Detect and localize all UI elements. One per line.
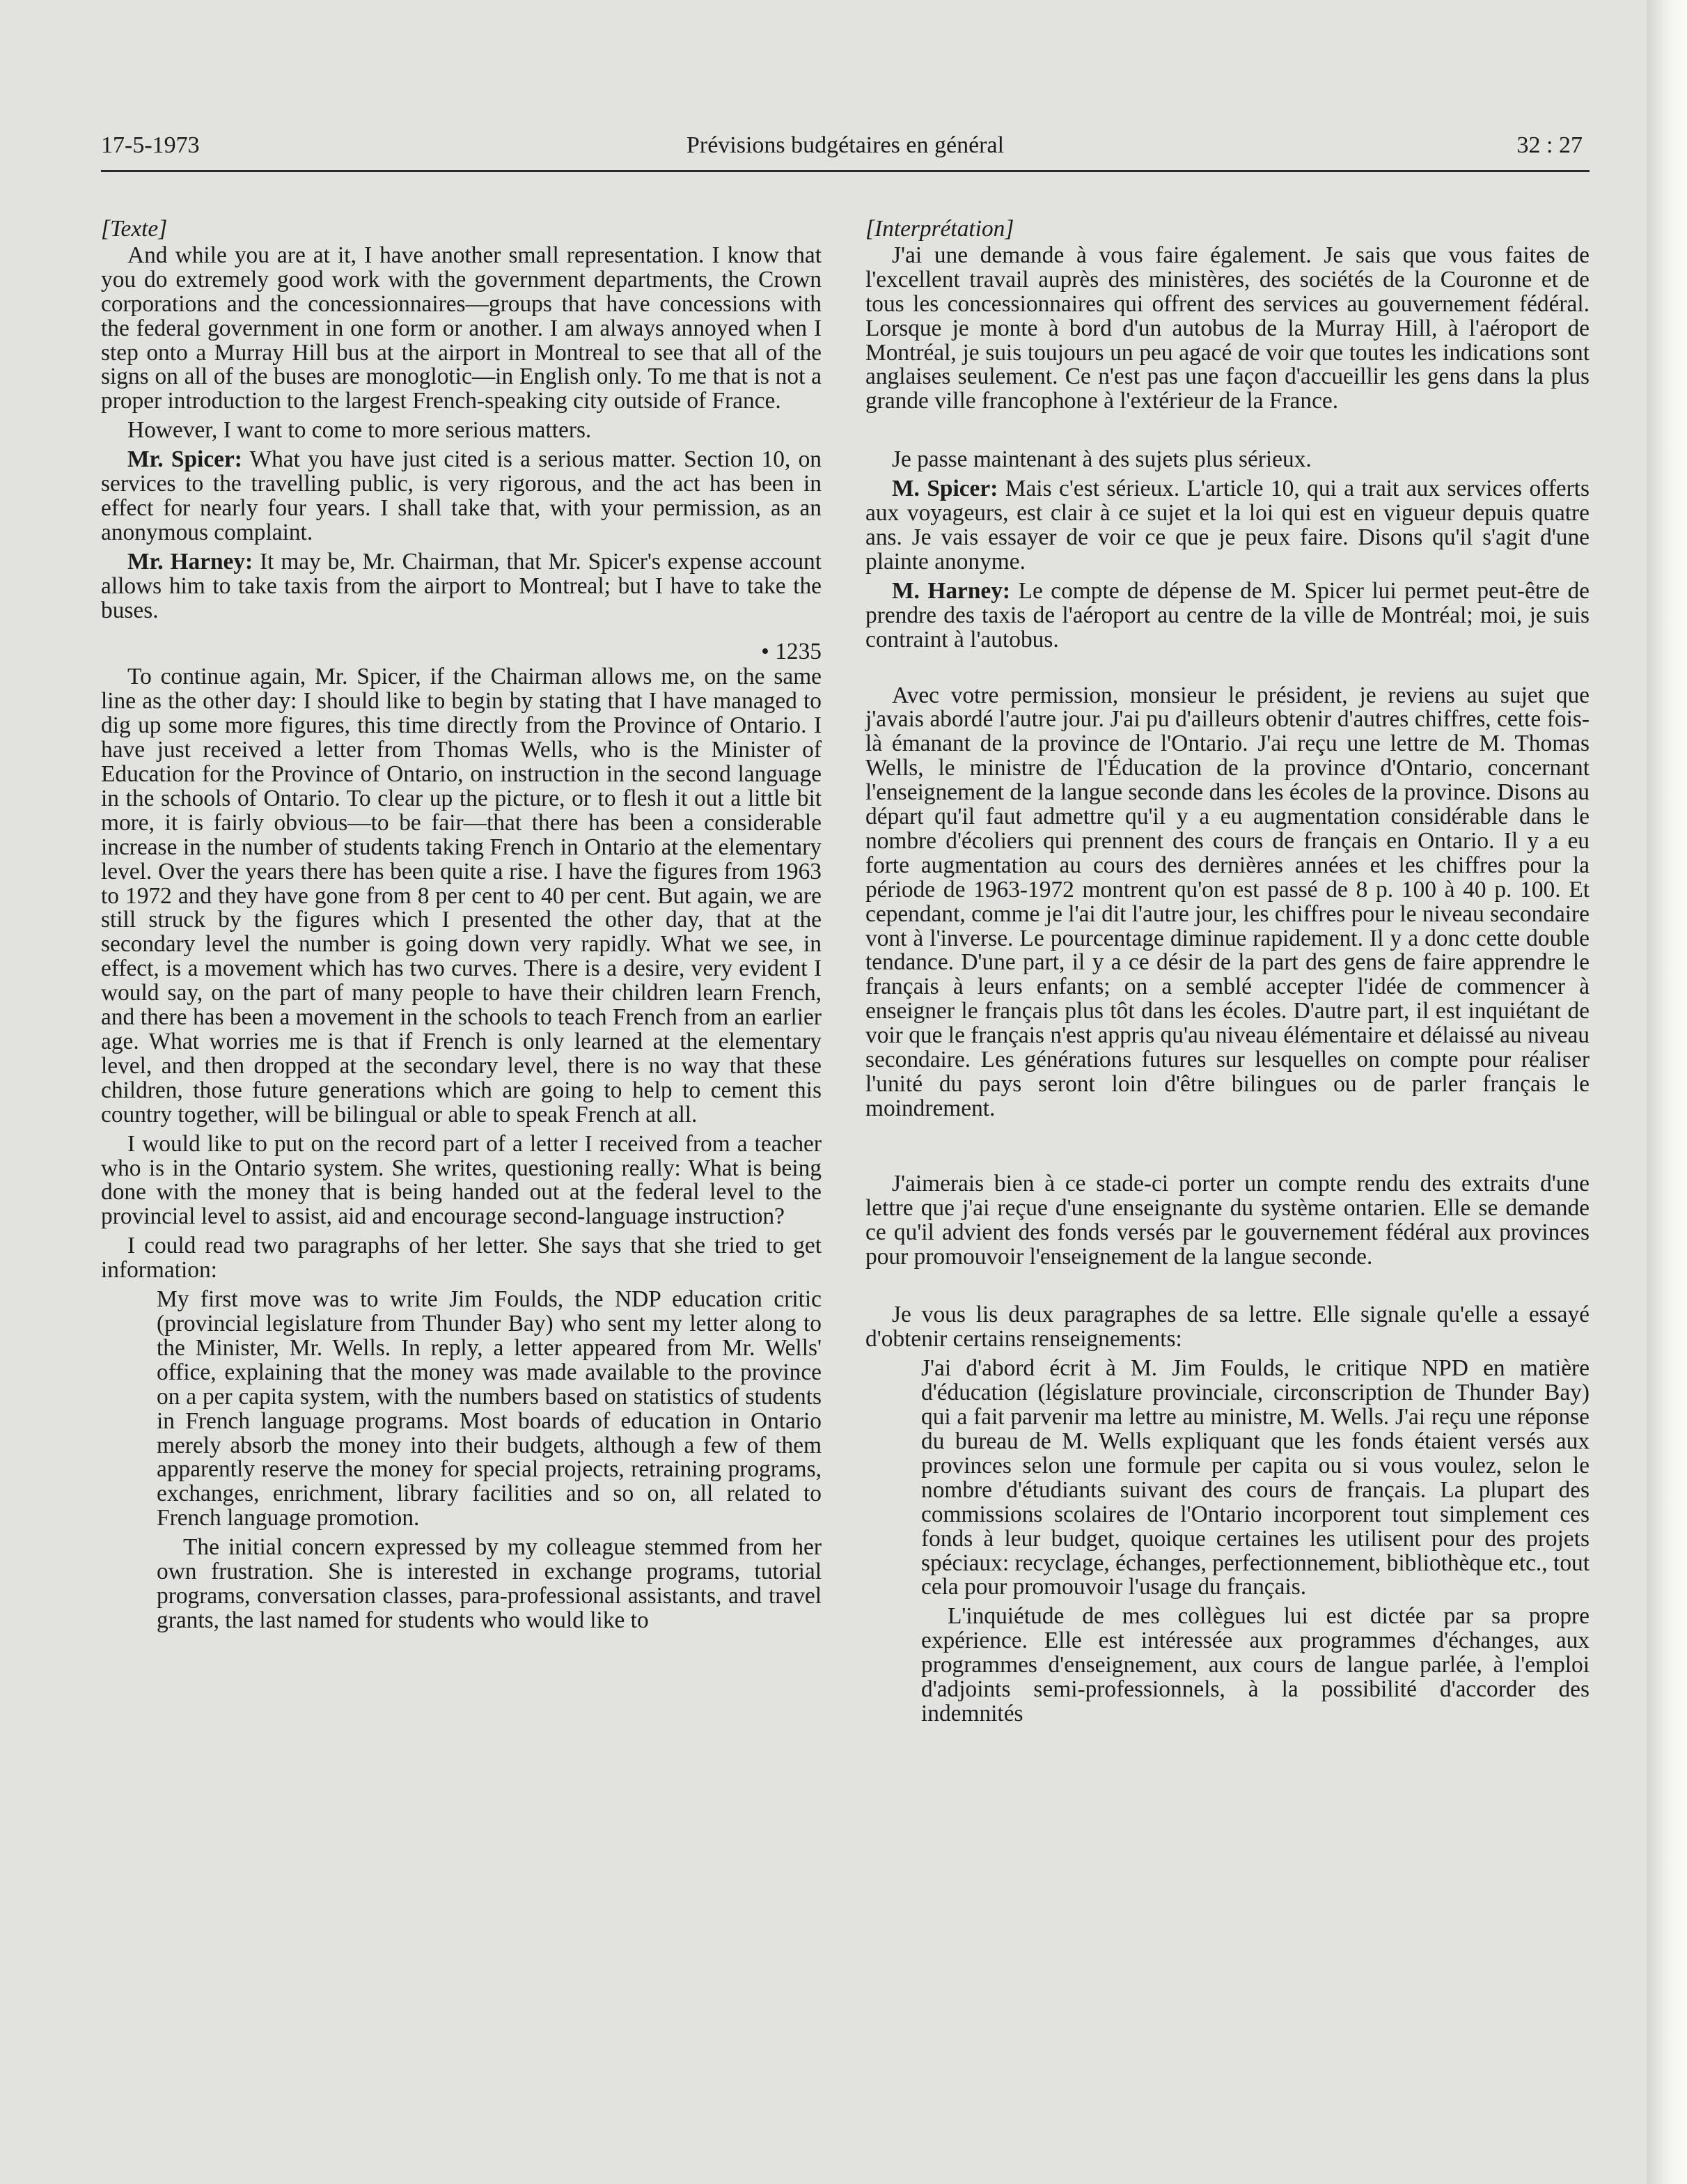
speaker-name: M. Harney: <box>892 577 1011 604</box>
paragraph: Mr. Harney: It may be, Mr. Chairman, that Mr. Spicer's expense account allows him to take taxis from the airport to Montreal; but I have to take the buses. <box>101 548 822 623</box>
section-tag-text: [Texte] <box>101 216 168 242</box>
section-tag-interpretation: [Interprétation] <box>865 216 1014 242</box>
paragraph: J'aimerais bien à ce stade-ci porter un compte rendu des extraits d'une lettre que j'ai reçue d'une enseignante du système ontarien. Elle se demande ce qu'il advient des fonds versés par le gouvernement fédéral aux provinces pour promouvoir l'enseignement de la langue seconde. <box>865 1170 1590 1270</box>
paragraph: I would like to put on the record part of a letter I received from a teacher who is in the Ontario system. She writes, questioning really: What is being done with the money that is being handed out at the federal level to the provincial level to assist, aid and encourage second-language instruction? <box>101 1130 822 1230</box>
paragraph: To continue again, Mr. Spicer, if the Chairman allows me, on the same line as the other day: I should like to begin by stating that I have managed to dig up some more figures, this time directly from the Province of Ontario. I have just received a letter from Thomas Wells, who is the Minister of Education for the Province of Ontario, on instruction in the second language in the schools of Ontario. To clear up the picture, or to flesh it out a little bit more, it is fairly obvious—to be fair—that there has been a considerable increase in the number of students taking French in Ontario at the elementary level. Over the years there has been quite a rise. I have the figures from 1963 to 1972 and they have gone from 8 per cent to 40 per cent. But again, we are still struck by the figures which I presented the other day, that at the secondary level the number is going down very rapidly. What we see, in effect, is a movement which has two curves. There is a desire, very evident I would say, on the part of many people to have their children learn French, and there has been a movement in the schools to teach French from an earlier age. What worries me is that if French is only learned at the elementary level, and then dropped at the secondary level, there is no way that these children, those future generations which are going to help to cement this country together, will be bilingual or able to speak French at all. <box>101 664 822 1128</box>
page-header <box>101 130 1590 172</box>
paragraph: Je vous lis deux paragraphes de sa lettre. Elle signale qu'elle a essayé d'obtenir certains renseignements: <box>865 1302 1590 1352</box>
time-marker: • 1235 <box>761 638 822 664</box>
paragraph: I could read two paragraphs of her letter. She says that she tried to get information: <box>101 1233 822 1284</box>
header-title: Prévisions budgétaires en général <box>686 132 1005 158</box>
paragraph: Avec votre permission, monsieur le président, je reviens au sujet que j'avais abordé l'autre jour. J'ai pu d'ailleurs obtenir d'autres chiffres, cette fois-là émanant de la province de l'Ontario. J'ai reçu une lettre de M. Thomas Wells, le ministre de l'Éducation de la province d'Ontario, concernant l'enseignement de la langue seconde dans les écoles de la province. Disons au départ qu'il faut admettre qu'il y a eu augmentation considérable dans le nombre d'écoliers qui prennent des cours de français en Ontario. Il y a eu forte augmentation au cours des dernières années et les chiffres pour la période de 1963-1972 montrent qu'on est passé de 8 p. 100 à 40 p. 100. Et cependant, comme je l'ai dit l'autre jour, les chiffres pour le niveau secondaire vont à l'inverse. Le pourcentage diminue rapidement. Il y a donc cette double tendance. D'une part, il y a ce désir de la part des gens de faire apprendre le français à leurs enfants; on a semblé accepter l'idée de commencer à enseigner le français plus tôt dans les écoles. D'autre part, il est inquiétant de voir que le français n'est appris qu'au niveau élémentaire et délaissé au niveau secondaire. Les générations futures sur lesquelles on compte pour réaliser l'unité du pays seront loin d'être bilingues ou de parler français le moindrement. <box>865 682 1590 1121</box>
header-page-number: 32 : 27 <box>1516 132 1583 158</box>
page-gutter <box>1647 0 1687 2184</box>
paragraph: However, I want to come to more serious matters. <box>127 417 592 444</box>
speaker-name: M. Spicer: <box>892 476 998 502</box>
letter-quote: The initial concern expressed by my colleague stemmed from her own frustration. She is interested in exchange programs, tutorial programs, conversation classes, para-professional assistants, and travel grants, the last named for students who would like to <box>157 1534 822 1633</box>
paragraph: Mr. Spicer: What you have just cited is a serious matter. Section 10, on services to the travelling public, is very rigorous, and the act has been in effect for nearly four years. I shall take that, with your permission, as an anonymous complaint. <box>101 446 822 545</box>
paragraph: M. Spicer: Mais c'est sérieux. L'article 10, qui a trait aux services offerts aux voyageurs, est clair à ce sujet et la loi qui est en vigueur depuis quatre ans. Je vais essayer de voir ce que je peux faire. Disons qu'il s'agit d'une plainte anonyme. <box>865 476 1590 575</box>
english-column <box>101 217 822 1638</box>
paragraph: Je passe maintenant à des sujets plus sérieux. <box>892 446 1312 473</box>
paragraph: J'ai une demande à vous faire également. Je sais que vous faites de l'excellent travail auprès des ministères, des sociétés de la Couronne et de tous les concessionnaires qui offrent des services au gouvernement fédéral. Lorsque je monte à bord d'un autobus de la Murray Hill, à l'aéroport de Montréal, je suis toujours un peu agacé de voir que toutes les indications sont anglaises seulement. Ce n'est pas une façon d'accueillir les gens dans la plus grande ville francophone à l'extérieur de la France. <box>865 242 1590 414</box>
french-column <box>865 217 1590 1731</box>
letter-quote: L'inquiétude de mes collègues lui est dictée par sa propre expérience. Elle est intéressée aux programmes d'échanges, aux programmes d'enseignement, aux cours de langue parlée, à l'emploi d'adjoints semi-professionnels, à la possibilité d'accorder des indemnités <box>921 1603 1590 1726</box>
speaker-name: Mr. Spicer: <box>127 446 242 473</box>
paragraph: M. Harney: Le compte de dépense de M. Spicer lui permet peut-être de prendre des taxis de l'aéroport au centre de la ville de Montréal; moi, je suis contraint à l'autobus. <box>865 577 1590 653</box>
letter-quote: J'ai d'abord écrit à M. Jim Foulds, le critique NPD en matière d'éducation (législature provinciale, circonscription de Thunder Bay) qui a fait parvenir ma lettre au ministre, M. Wells. J'ai reçu une réponse du bureau de M. Wells expliquant que les fonds étaient versés aux provinces selon une formule per capita ou si vous voulez, selon le nombre d'étudiants suivant des cours de français. La plupart des commissions scolaires de l'Ontario incorporent tout simplement ces fonds à leur budget, quoique certaines les utilisent pour des projets spéciaux: recyclage, échanges, perfectionnement, bibliothèque etc., tout cela pour promouvoir l'usage du français. <box>921 1355 1590 1600</box>
header-date: 17-5-1973 <box>101 132 200 158</box>
speaker-name: Mr. Harney: <box>127 548 253 575</box>
letter-quote: My first move was to write Jim Foulds, the NDP education critic (provincial legislature from Thunder Bay) who sent my letter along to the Minister, Mr. Wells. In reply, a letter appeared from Mr. Wells' office, explaining that the money was made available to the province on a per capita system, with the numbers based on statistics of students in French language programs. Most boards of education in Ontario merely absorb the money into their budgets, although a few of them apparently reserve the money for special projects, retraining programs, exchanges, enrichment, library facilities and so on, all related to French language promotion. <box>157 1286 822 1531</box>
paragraph: And while you are at it, I have another small representation. I know that you do extremely good work with the government departments, the Crown corporations and the concessionnaires—groups that have concessions with the federal government in one form or another. I am always annoyed when I step onto a Murray Hill bus at the airport in Montreal to see that all of the signs on all of the buses are monoglotic—in English only. To me that is not a proper introduction to the largest French-speaking city outside of France. <box>101 242 822 414</box>
